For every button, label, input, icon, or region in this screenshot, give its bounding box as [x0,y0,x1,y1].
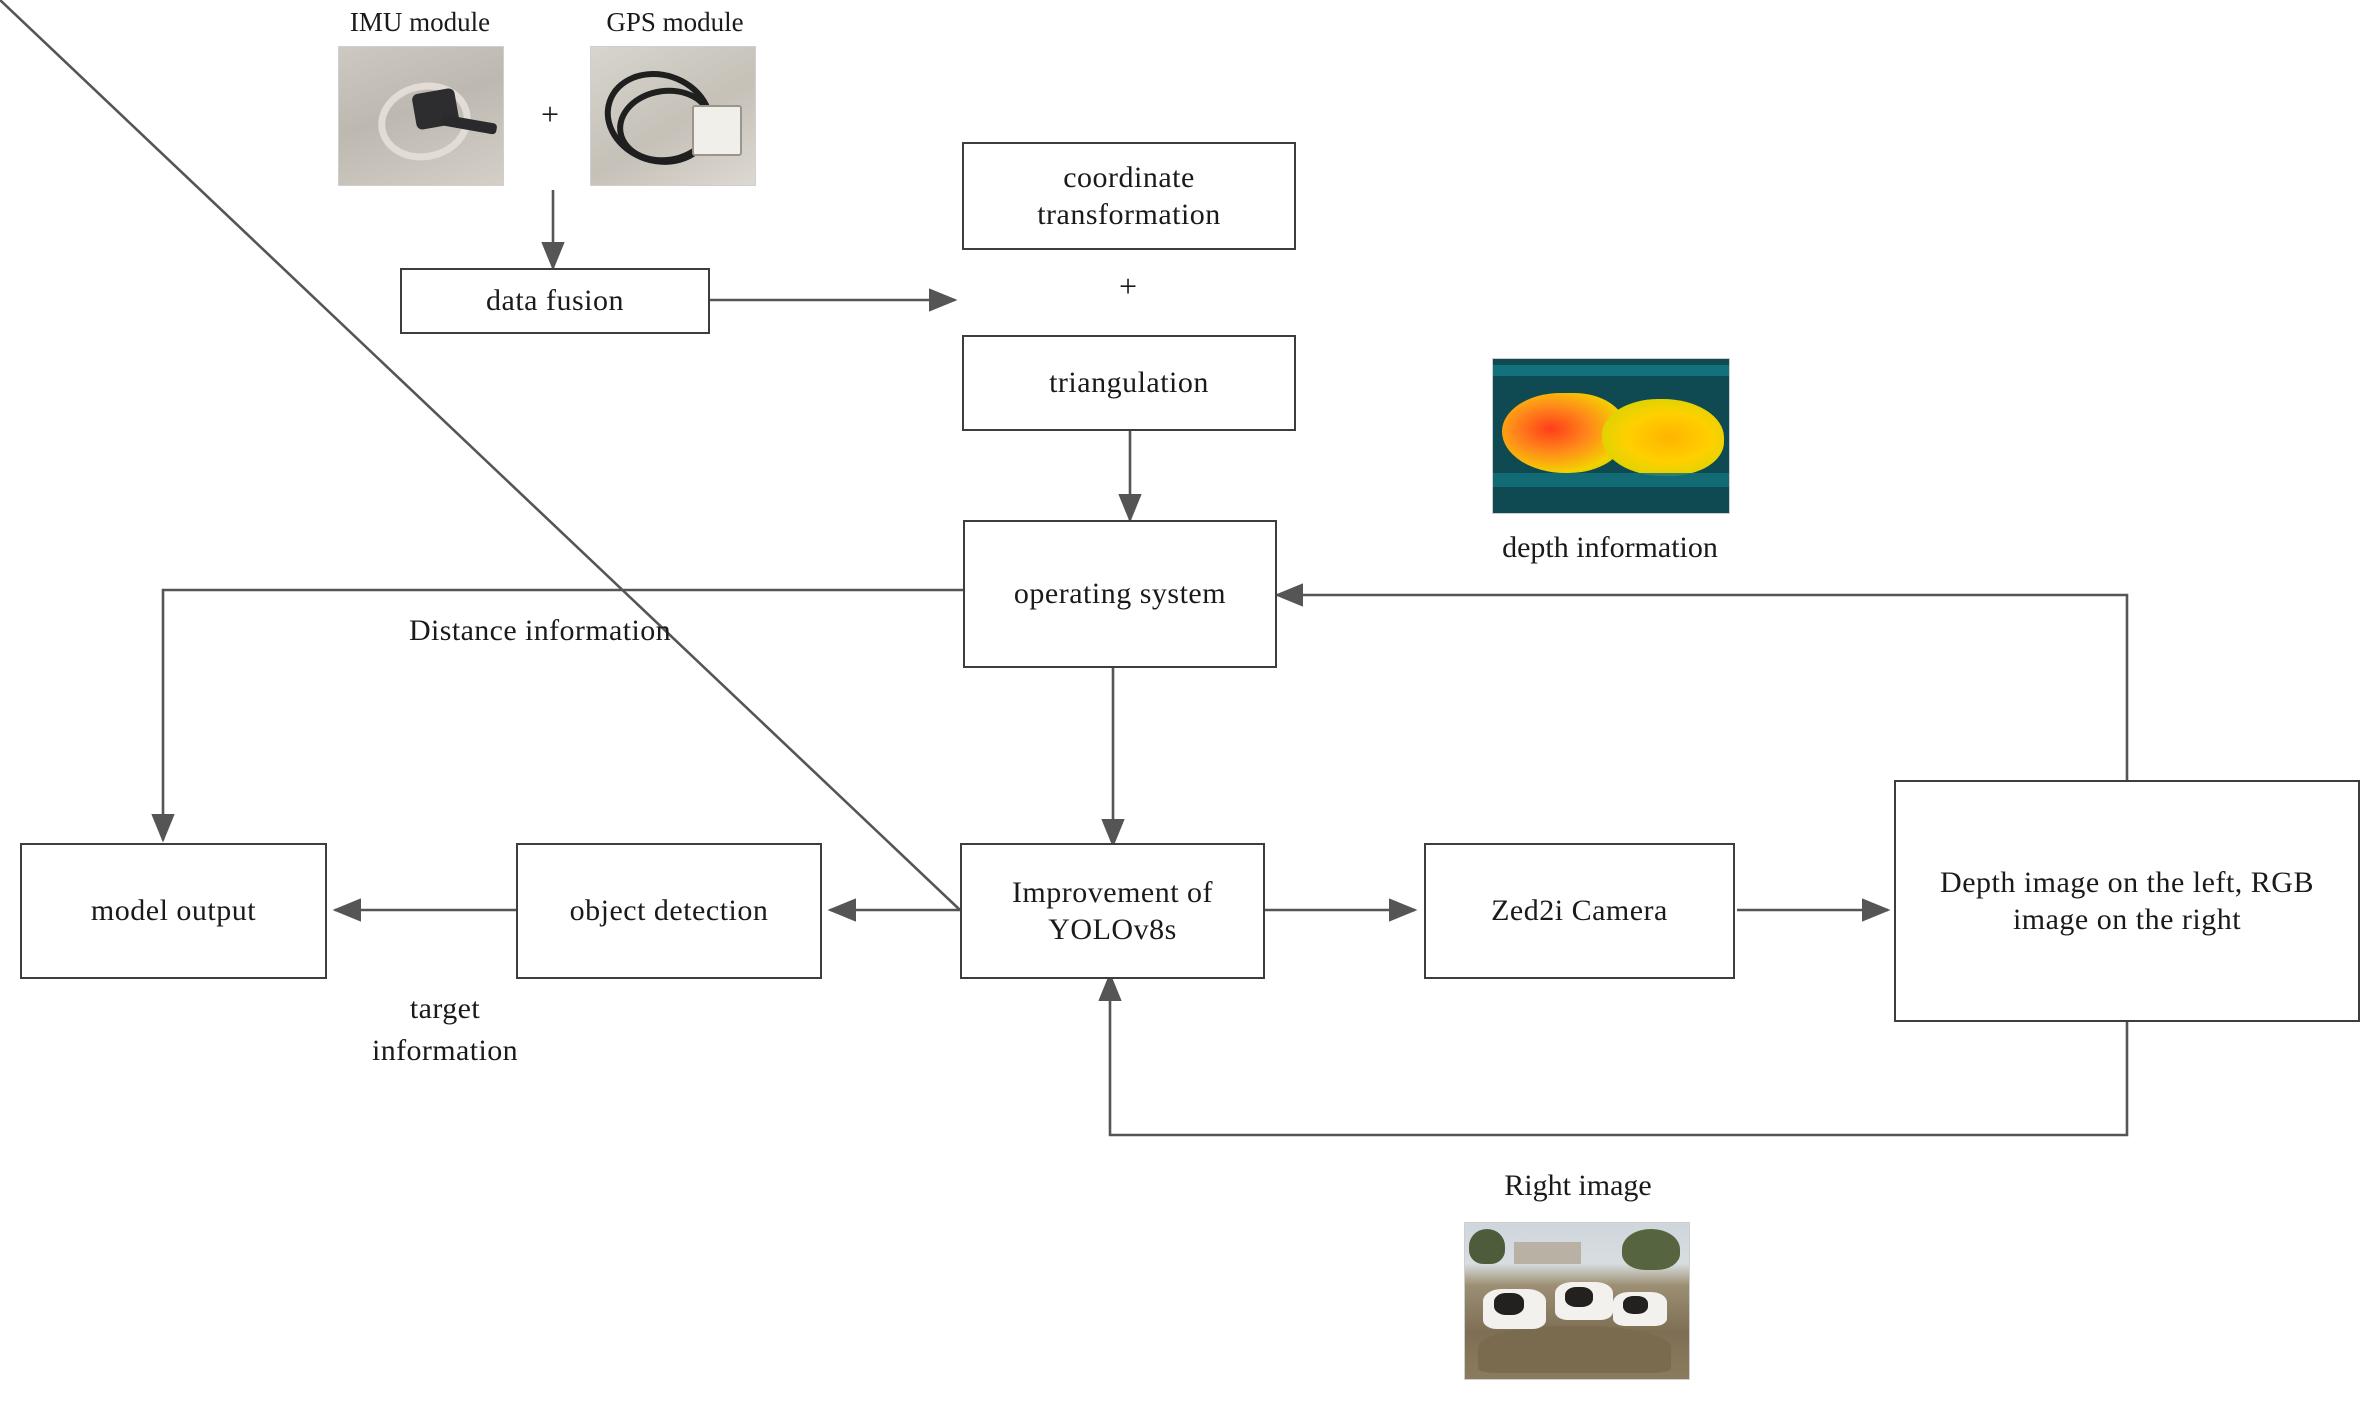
node-improvement-yolov8s-label: Improvement of YOLOv8s [1011,875,1214,946]
right-image-photo [1464,1222,1690,1380]
node-data-fusion[interactable] [400,268,710,334]
node-model-output[interactable] [20,843,327,979]
node-zed2i-camera-label: Zed2i Camera [1491,894,1668,928]
depth-information-photo [1492,358,1730,514]
node-depth-rgb-images[interactable] [1894,780,2360,1022]
transform-plus-symbol: + [1118,268,1138,304]
node-improvement-yolov8s[interactable] [960,843,1265,979]
right-image-caption: Right image [1504,1169,1652,1202]
node-coordinate-transformation[interactable] [962,142,1296,250]
edge-depth-to-os [1277,595,2127,780]
gps-module-caption: GPS module [606,7,744,37]
imu-module-photo [338,46,504,186]
node-operating-system[interactable] [963,520,1277,668]
gps-module-photo [590,46,756,186]
node-operating-system-label: operating system [1013,577,1227,611]
node-triangulation-label: triangulation [1049,366,1209,400]
node-object-detection[interactable] [516,843,822,979]
node-model-output-label: model output [90,894,257,928]
modules-plus-symbol: + [540,96,560,132]
node-coordinate-transformation-label: coordinate transformation [1037,160,1221,231]
edge-label-target-information-line1: target [409,992,481,1025]
node-zed2i-camera[interactable] [1424,843,1735,979]
node-depth-rgb-images-label: Depth image on the left, RGB image on the right [1940,865,2314,936]
depth-information-caption: depth information [1502,531,1718,564]
edge-label-distance-information: Distance information [408,614,672,647]
node-object-detection-label: object detection [569,894,769,928]
node-data-fusion-label: data fusion [486,284,624,318]
edge-label-target-information-line2: information [371,1034,519,1067]
node-triangulation[interactable] [962,335,1296,431]
imu-module-caption: IMU module [349,7,491,37]
